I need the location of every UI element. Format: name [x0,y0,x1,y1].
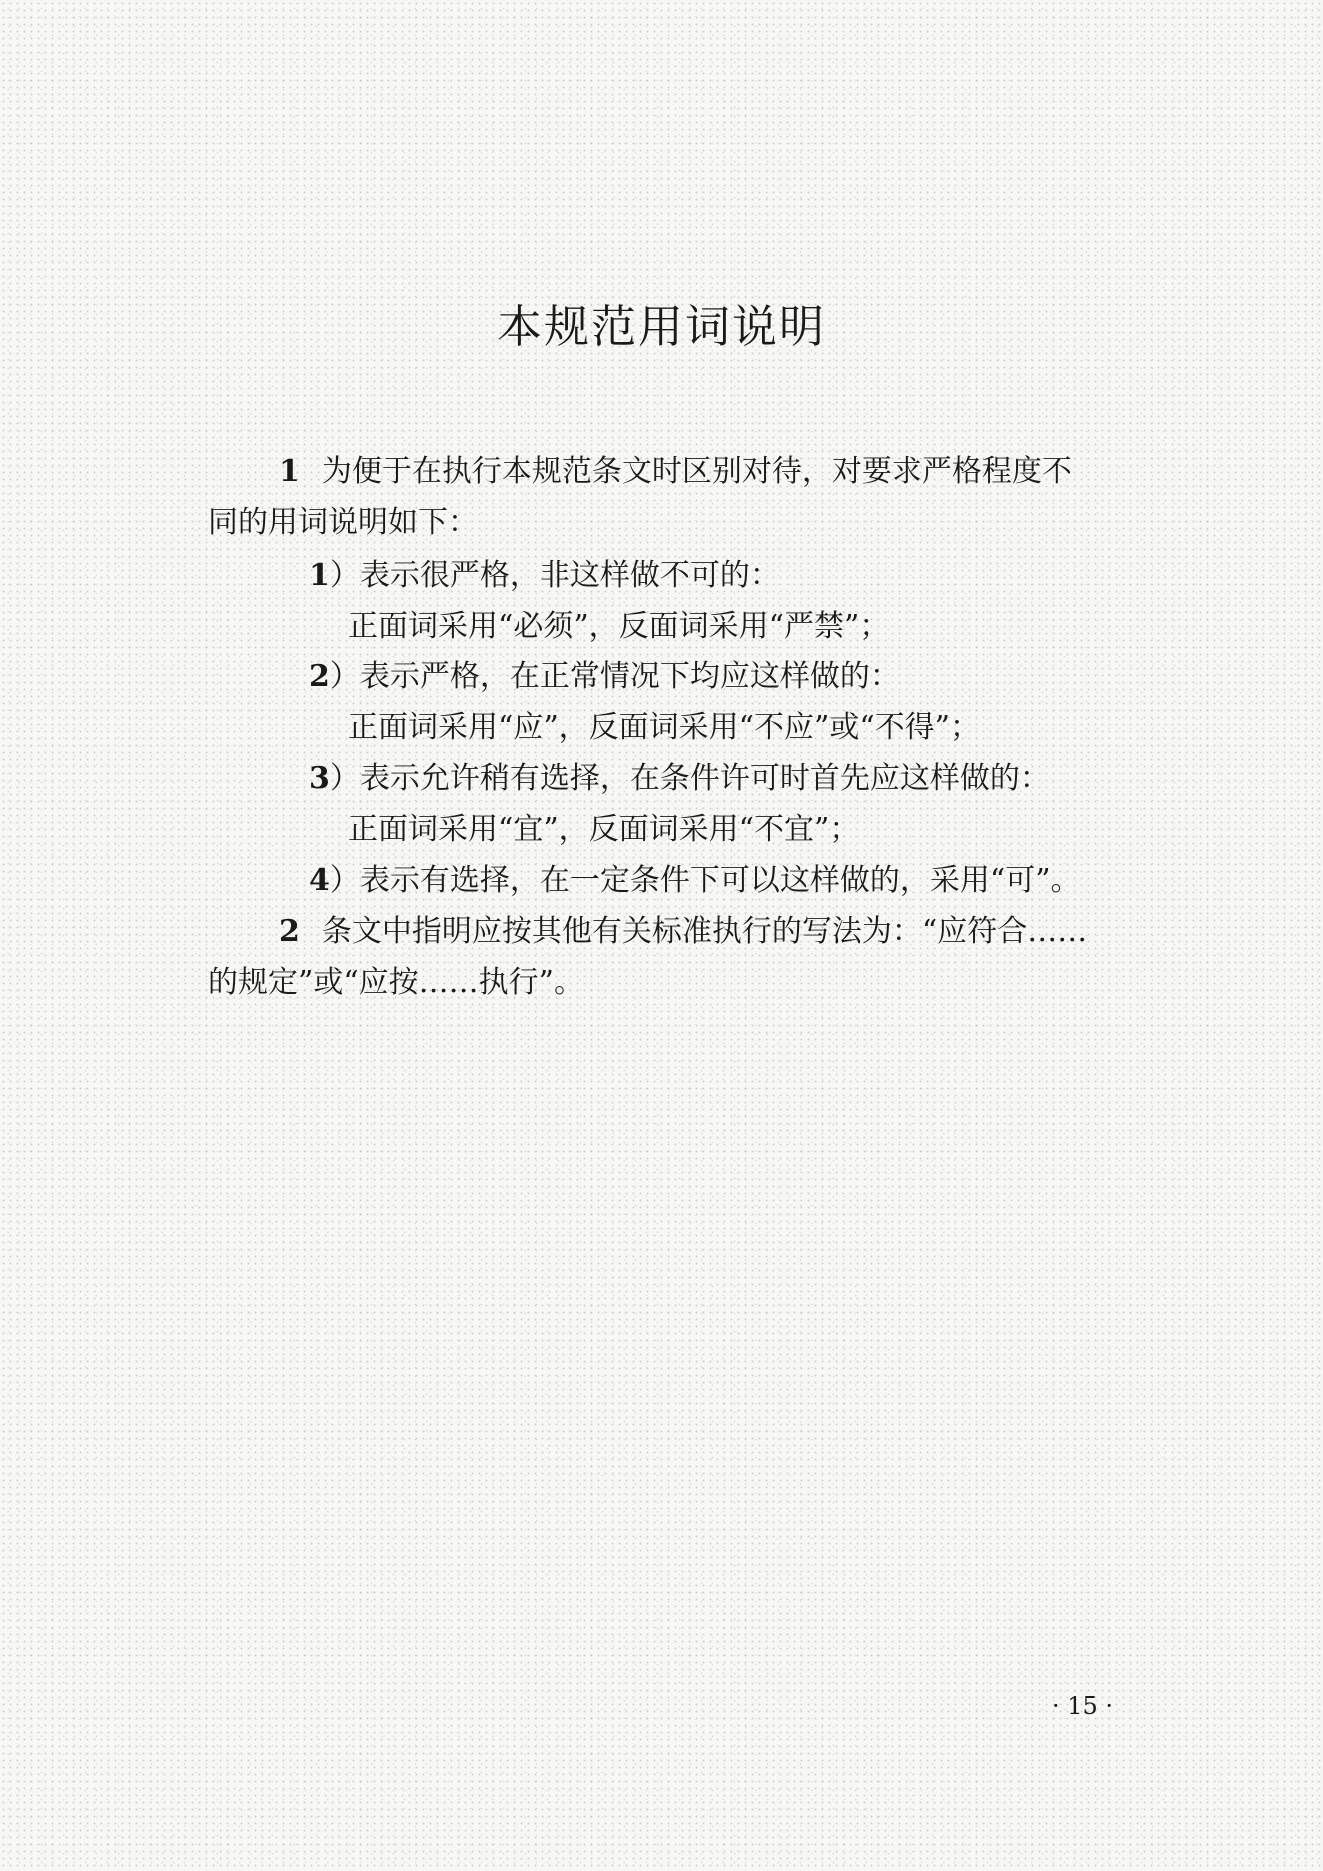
item-1-line-1 [309,556,780,596]
item-3-words: 正面词采用“宜”，反面词采用“不宜”； [348,812,860,847]
clause-1-number: 1 [279,454,300,489]
clause-1-line-2 [208,503,478,543]
item-2-words: 正面词采用“应”，反面词采用“不应”或“不得”； [348,710,981,745]
item-1-text: ）表示很严格，非这样做不可的： [329,558,780,593]
item-4-line-1 [309,861,1081,901]
clause-2-line-1 [279,912,1087,952]
item-3-line-1 [309,759,1050,799]
item-2-text: ）表示严格，在正常情况下均应这样做的： [329,659,900,694]
item-2-number: 2 [309,659,330,694]
item-1-number: 1 [309,558,330,593]
clause-1-text-line-1: 为便于在执行本规范条文时区别对待，对要求严格程度不 [321,454,1072,489]
item-4-number: 4 [309,863,330,898]
item-1-words: 正面词采用“必须”，反面词采用“严禁”； [348,609,890,644]
item-1-line-2 [348,607,889,647]
item-3-line-2 [348,810,859,850]
item-4-text: ）表示有选择，在一定条件下可以这样做的，采用“可”。 [329,863,1081,898]
item-2-line-2 [348,708,980,748]
clause-1-text-line-2: 同的用词说明如下： [208,505,478,540]
clause-2-line-2 [208,963,584,1003]
clause-2-number: 2 [279,914,300,949]
clause-1-line-1 [279,452,1072,492]
item-3-text: ）表示允许稍有选择，在条件许可时首先应这样做的： [329,761,1050,796]
page-title: 本规范用词说明 [496,300,826,353]
item-2-line-1 [309,657,900,697]
clause-2-text-line-2: 的规定”或“应按……执行”。 [208,965,585,1000]
item-3-number: 3 [309,761,330,796]
page-number: · 15 · [1052,1692,1114,1720]
clause-2-text-line-1: 条文中指明应按其他有关标准执行的写法为：“应符合…… [321,914,1088,949]
